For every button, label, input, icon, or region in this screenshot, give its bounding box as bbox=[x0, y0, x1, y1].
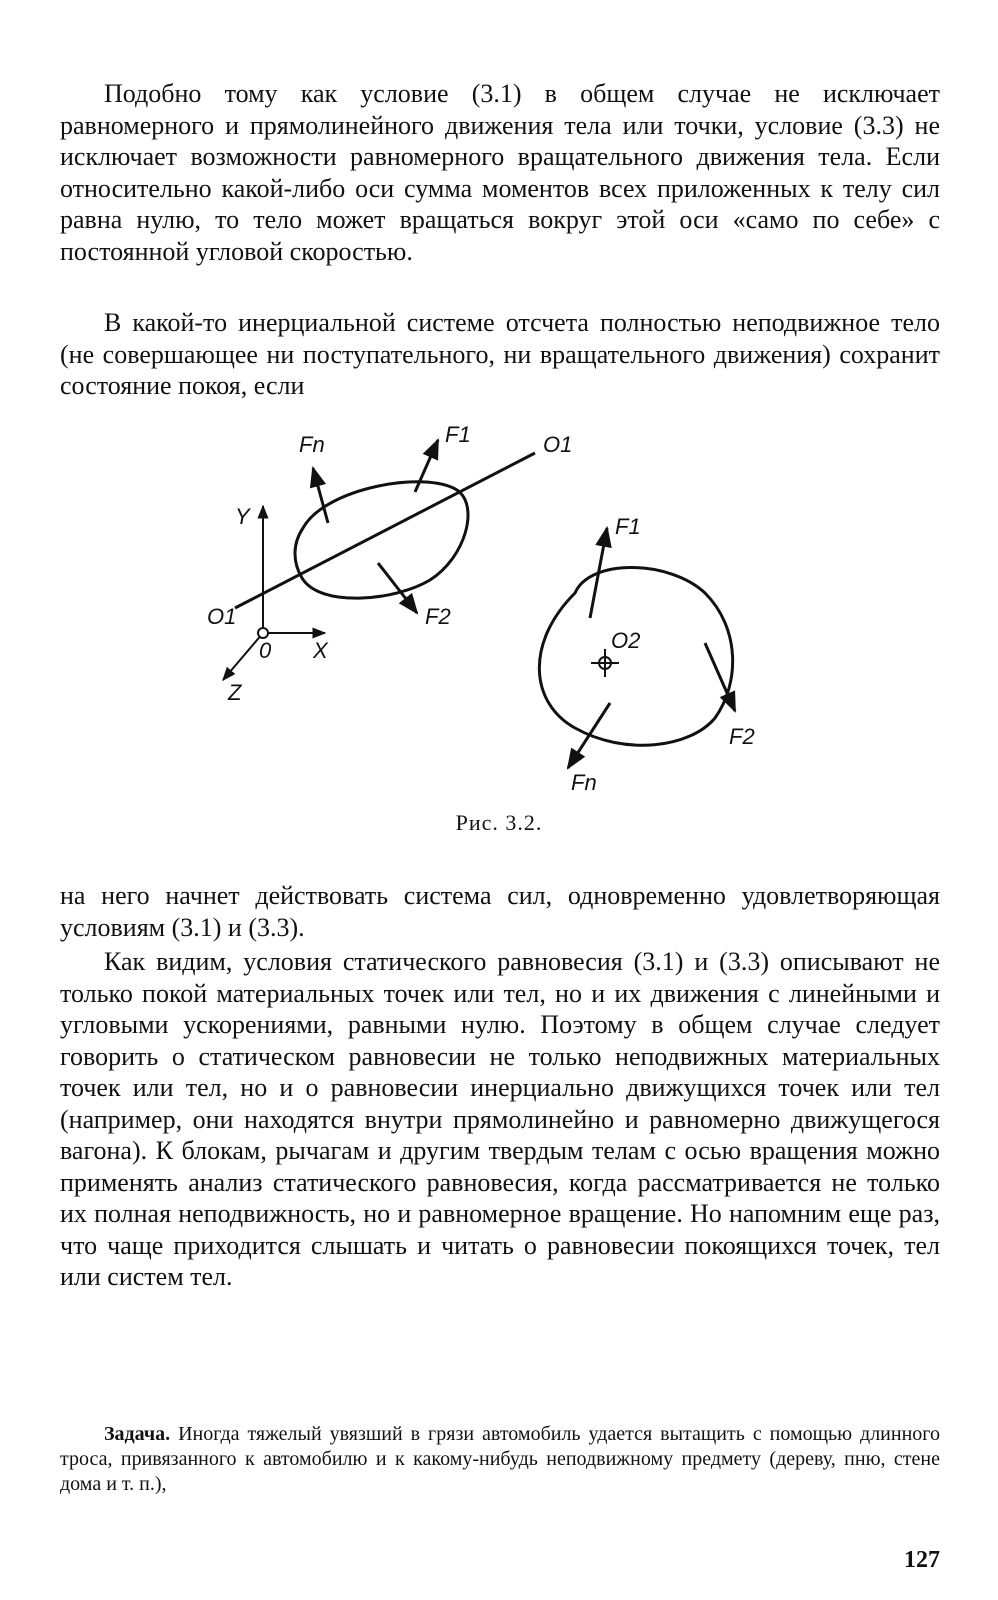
page-number: 127 bbox=[904, 1547, 940, 1573]
figure-3-2 bbox=[195, 418, 795, 813]
force-f1-right bbox=[590, 528, 607, 618]
label-y: Y bbox=[235, 504, 250, 529]
label-z: Z bbox=[228, 680, 242, 705]
label-fn-right: Fn bbox=[571, 770, 597, 795]
paragraph-static-equilibrium: Как видим, условия статического равновесия (3.1) и (3.3) описывают не только покой материальных точек или тел, но и их движения с линейными и угловыми ускорениями, равными нулю. Поэтому в общем случае следует говорить о статическом равновесии не только неподвижных материальных точек или тел, но и о равновесии инерциально движущихся точек или тел (например, они находятся внутри прямолинейно и равномерно движущегося вагона). К блокам, рычагам и другим твердым телам с осью вращения можно применять анализ статического равновесия, когда рассматривается не только их полная неподвижность, но и равномерное вращение. Но напомним еще раз, что чаще приходится слышать и читать о равновесии покоящихся точек, тел или систем тел. bbox=[60, 947, 940, 1291]
label-o1-bottom: O1 bbox=[207, 604, 237, 629]
label-f2-right: F2 bbox=[729, 724, 755, 749]
label-f1-right: F1 bbox=[615, 514, 641, 539]
label-f1-left: F1 bbox=[445, 422, 471, 447]
paragraph-inertial-frame: В какой-то инерциальной системе отсчета полностью неподвижное тело (не совершающее ни поступательного, ни вращательного движения) сохранит состояние покоя, если bbox=[60, 308, 940, 400]
paragraph-simultaneous-conditions: на него начнет действовать система сил, одновременно удовлетворяющая условиям (3.1) и (3.3). bbox=[60, 881, 940, 942]
label-f2-left: F2 bbox=[425, 604, 451, 629]
rotation-axis-o1 bbox=[235, 453, 535, 608]
axis-z bbox=[223, 633, 263, 680]
origin-point bbox=[258, 628, 268, 638]
task-text: Иногда тяжелый увязший в грязи автомобиль удается вытащить с помощью длинного троса, привязанного к автомобилю и к какому-нибудь неподвижному предмету (дереву, пню, стене дома и т. п.), bbox=[60, 1423, 940, 1495]
label-origin: 0 bbox=[259, 638, 272, 663]
label-fn-left: Fn bbox=[299, 432, 325, 457]
label-x: X bbox=[313, 638, 328, 663]
paragraph-uniform-rotation: Подобно тому как условие (3.1) в общем случае не исключает равномерного и прямолинейного движения тела или точки, условие (3.3) не исключает возможности равномерного вращательного движения тела. Если относительно какой-либо оси сумма моментов всех приложенных к телу сил равна нулю, то тело может вращаться вокруг этой оси «само по себе» с постоянной угловой скоростью. bbox=[60, 79, 940, 266]
label-o2: O2 bbox=[611, 628, 641, 653]
force-fn-right bbox=[568, 703, 610, 768]
task-paragraph bbox=[60, 1422, 940, 1497]
task-label: Задача. bbox=[104, 1423, 171, 1445]
right-body-contour bbox=[539, 567, 732, 745]
figure-caption: Рис. 3.2. bbox=[455, 810, 543, 835]
label-o1-top: O1 bbox=[543, 432, 573, 457]
